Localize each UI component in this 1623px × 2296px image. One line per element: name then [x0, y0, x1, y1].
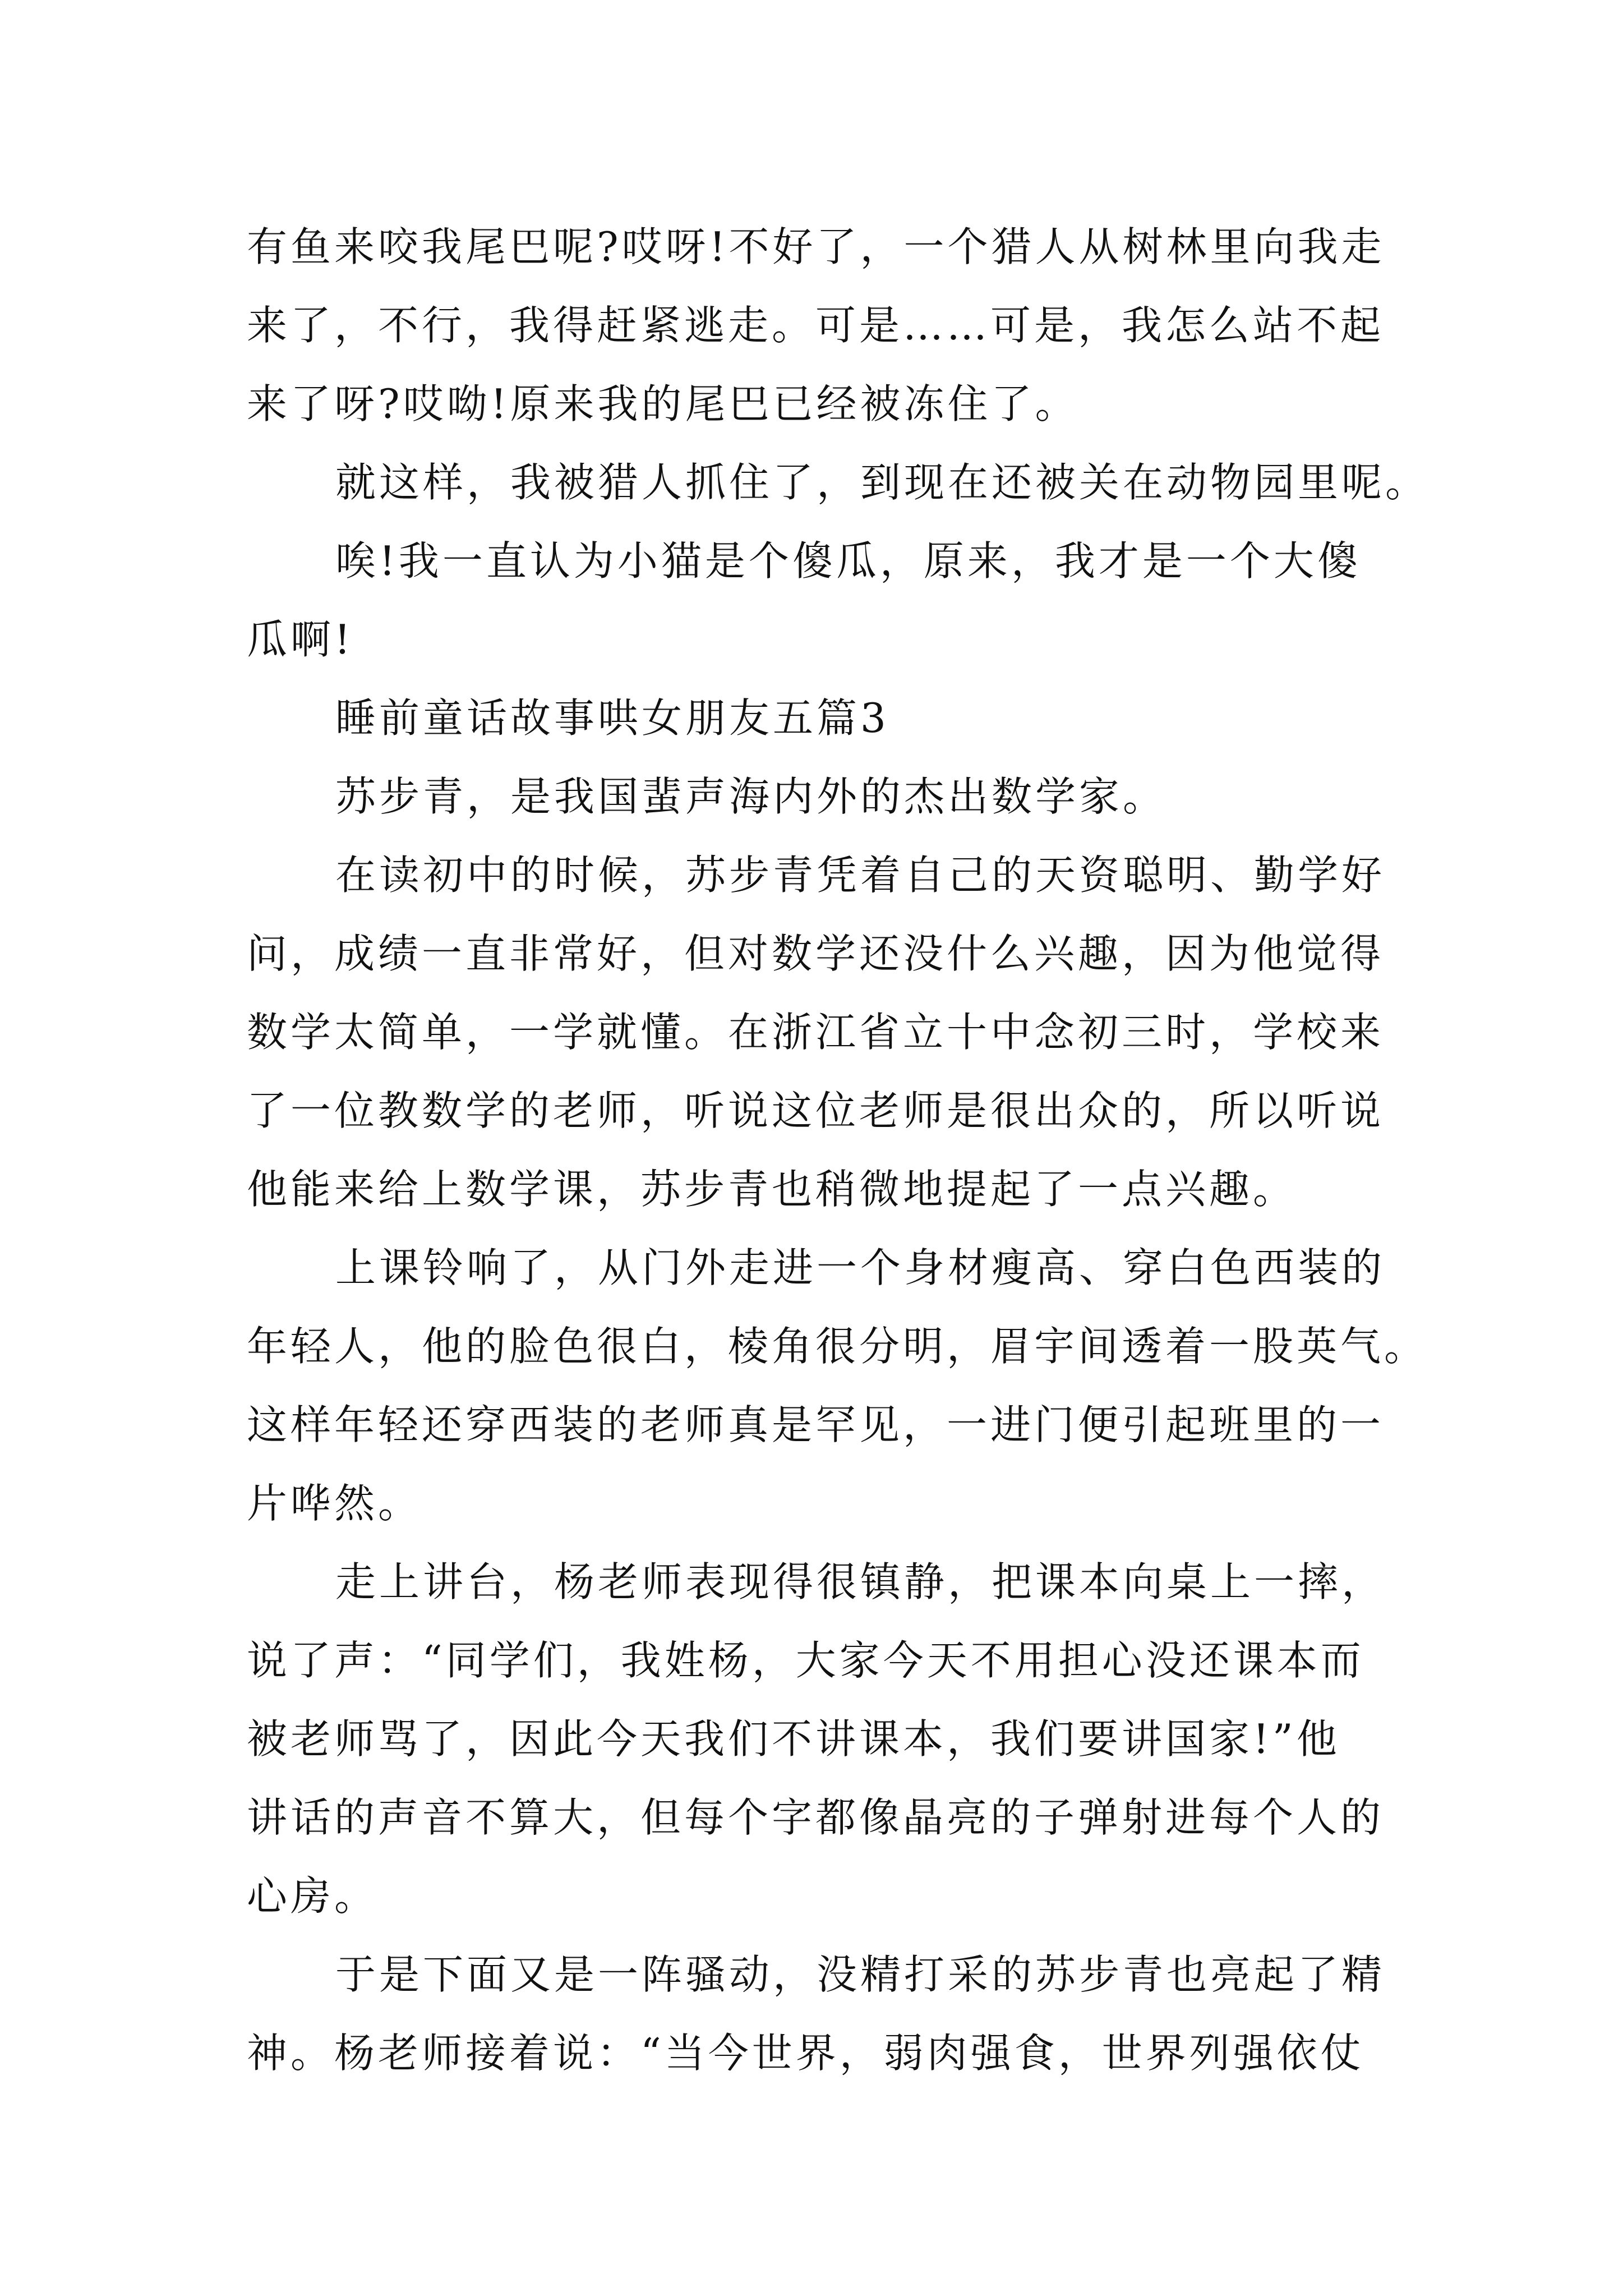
text-line: 就这样，我被猎人抓住了，到现在还被关在动物园里呢。 [335, 459, 1430, 506]
text-line: 心房。 [247, 1872, 379, 1920]
text-line: 走上讲台，杨老师表现得很镇静，把课本向桌上一摔， [335, 1558, 1386, 1605]
text-line: 唉!我一直认为小猫是个傻瓜，原来，我才是一个大傻 [335, 537, 1361, 585]
text-line: 了一位教数学的老师，听说这位老师是很出众的，所以听说 [247, 1087, 1385, 1134]
text-line: 说了声：“同学们，我姓杨，大家今天不用担心没还课本而 [247, 1637, 1364, 1684]
text-line: 片哗然。 [247, 1480, 422, 1527]
text-line: 有鱼来咬我尾巴呢?哎呀!不好了，一个猎人从树林里向我走 [247, 223, 1385, 270]
section-heading: 睡前童话故事哄女朋友五篇3 [335, 694, 889, 742]
text-line: 瓜啊! [247, 616, 354, 663]
text-line: 在读初中的时候，苏步青凭着自己的天资聪明、勤学好 [335, 852, 1386, 899]
text-line: 讲话的声音不算大，但每个字都像晶亮的子弹射进每个人的 [247, 1794, 1385, 1841]
text-line: 他能来给上数学课，苏步青也稍微地提起了一点兴趣。 [247, 1166, 1297, 1213]
text-line: 年轻人，他的脸色很白，棱角很分明，眉宇间透着一股英气。 [247, 1323, 1428, 1370]
text-line: 来了呀?哎呦!原来我的尾巴已经被冻住了。 [247, 380, 1079, 427]
text-line: 于是下面又是一阵骚动，没精打采的苏步青也亮起了精 [335, 1951, 1386, 1998]
text-line: 数学太简单，一学就懂。在浙江省立十中念初三时，学校来 [247, 1009, 1385, 1056]
text-line: 这样年轻还穿西装的老师真是罕见，一进门便引起班里的一 [247, 1401, 1385, 1448]
text-line: 神。杨老师接着说：“当今世界，弱肉强食，世界列强依仗 [247, 2030, 1364, 2077]
text-line: 被老师骂了，因此今天我们不讲课本，我们要讲国家!”他 [247, 1715, 1340, 1763]
text-line: 苏步青，是我国蜚声海内外的杰出数学家。 [335, 773, 1167, 820]
text-line: 问，成绩一直非常好，但对数学还没什么兴趣，因为他觉得 [247, 930, 1385, 977]
text-line: 来了，不行，我得赶紧逃走。可是……可是，我怎么站不起 [247, 302, 1385, 349]
text-line: 上课铃响了，从门外走进一个身材瘦高、穿白色西装的 [335, 1244, 1386, 1291]
